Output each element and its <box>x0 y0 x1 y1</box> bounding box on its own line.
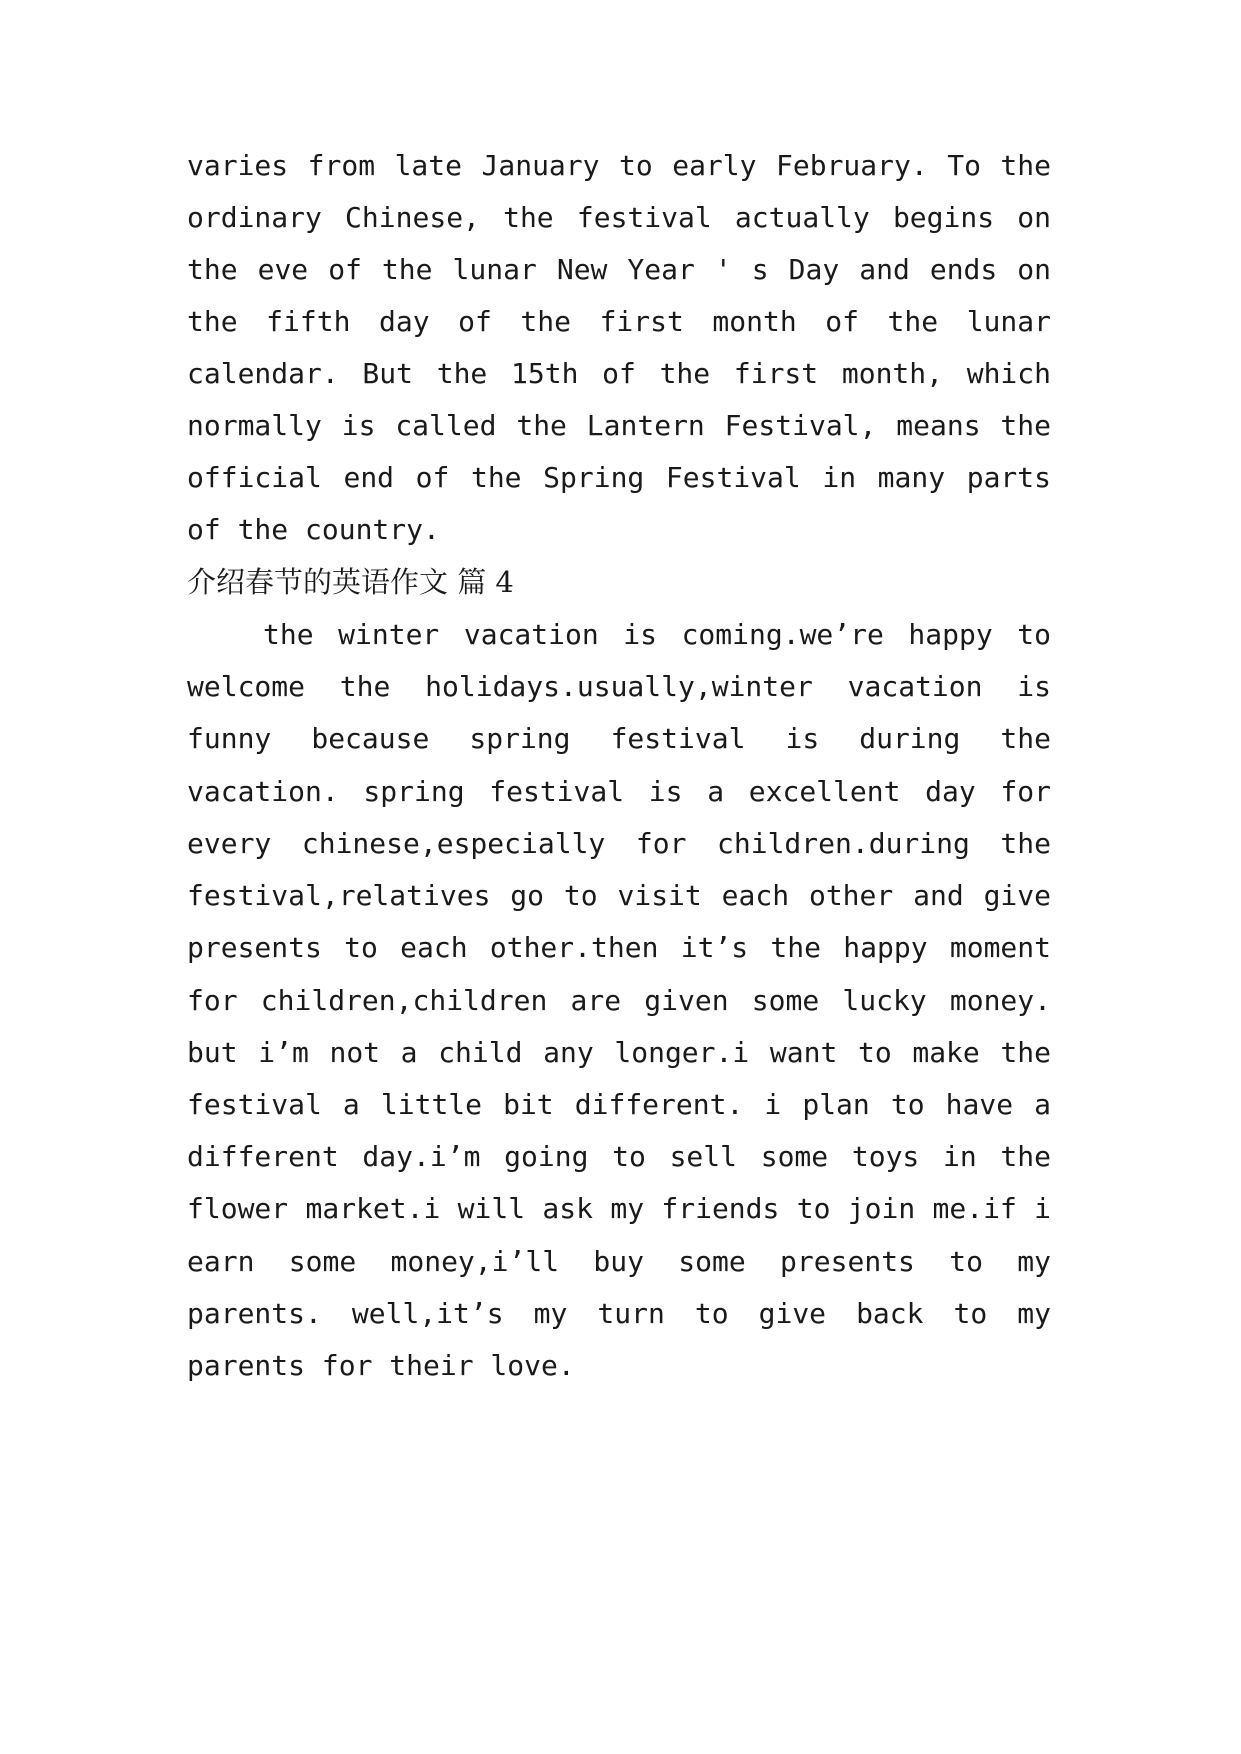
essay-line: different day.i’m going to sell some toys in the <box>187 1140 1051 1173</box>
essay-line: vacation. spring festival is a excellent day for <box>187 775 1051 808</box>
essay-line: parents. well,it’s my turn to give back to my <box>187 1297 1051 1330</box>
paragraph-line: the eve of the lunar New Year ' s Day and ends on <box>187 253 1051 286</box>
essay-line: funny because spring festival is during the <box>187 722 1051 755</box>
paragraph-line: calendar. But the 15th of the first month, which <box>187 357 1051 390</box>
essay-line: earn some money,i’ll buy some presents to my <box>187 1245 1051 1278</box>
paragraph-line: varies from late January to early February. To the <box>187 149 1051 182</box>
essay-first-line: the winter vacation is coming.we’re happy to <box>263 618 1051 651</box>
essay-line: presents to each other.then it’s the happy moment <box>187 931 1051 964</box>
essay-line: for children,children are given some lucky money. <box>187 984 1051 1017</box>
paragraph-line: official end of the Spring Festival in many parts <box>187 461 1051 494</box>
paragraph-line: ordinary Chinese, the festival actually begins on <box>187 201 1051 234</box>
essay-line: but i’m not a child any longer.i want to make the <box>187 1036 1051 1069</box>
essay-line: every chinese,especially for children.during the <box>187 827 1051 860</box>
essay-line: flower market.i will ask my friends to join me.if i <box>187 1192 1051 1225</box>
essay-line: festival a little bit different. i plan to have a <box>187 1088 1051 1121</box>
section-heading: 介绍春节的英语作文 篇 4 <box>187 565 514 599</box>
paragraph-line: the fifth day of the first month of the lunar <box>187 305 1051 338</box>
essay-line-last: parents for their love. <box>187 1349 575 1382</box>
paragraph-line: normally is called the Lantern Festival, means the <box>187 409 1051 442</box>
paragraph-line-last: of the country. <box>187 513 440 546</box>
essay-line: festival,relatives go to visit each other and give <box>187 879 1051 912</box>
essay-line: welcome the holidays.usually,winter vacation is <box>187 670 1051 703</box>
